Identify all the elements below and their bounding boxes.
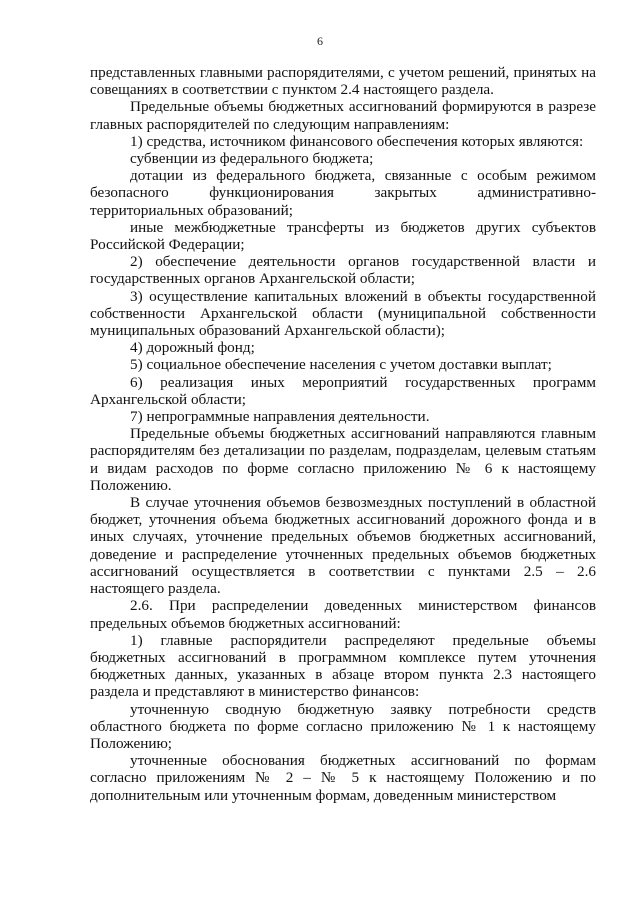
paragraph-limits-directed: Предельные объемы бюджетных ассигнований направляются главным распорядителям без детализации по разделам, подразделам, целевым статьям и видам расходов по форме согласно приложению № 6 к настоящему Положению. xyxy=(90,425,596,494)
list-item-2: 2) обеспечение деятельности органов государственной власти и государственных органов Архангельской области; xyxy=(90,253,596,288)
list-item-1: 1) средства, источником финансового обеспечения которых являются: xyxy=(130,132,584,150)
list-item-7: 7) непрограммные направления деятельности. xyxy=(130,408,430,426)
list-subitem-dotations: дотации из федерального бюджета, связанные с особым режимом безопасного функционирования закрытых административно-территориальных образований; xyxy=(90,167,596,219)
section-2-6-subitem-justifications: уточненные обоснования бюджетных ассигнований по формам согласно приложениям № 2 – № 5 к настоящему Положению и по дополнительным или уточненным формам, доведенным министерством xyxy=(90,752,596,804)
list-item-4: 4) дорожный фонд; xyxy=(130,339,255,357)
paragraph-clarification: В случае уточнения объемов безвозмездных поступлений в областной бюджет, уточнения объема бюджетных ассигнований дорожного фонда и в иных случаях, уточнение предельных объемов бюджетных ассигнований, доведение и распределение уточненных предельных объемов бюджетных ассигнований осуществляется в соответствии с пунктами 2.5 – 2.6 настоящего раздела. xyxy=(90,494,596,598)
list-subitem-subventions: субвенции из федерального бюджета; xyxy=(130,150,374,168)
section-2-6-heading: 2.6. При распределении доведенных министерством финансов предельных объемов бюджетных ассигнований: xyxy=(90,597,596,632)
paragraph-continuation: представленных главными распорядителями, с учетом решений, принятых на совещаниях в соответствии с пунктом 2.4 настоящего раздела. xyxy=(90,64,596,99)
section-2-6-subitem-request: уточненную сводную бюджетную заявку потребности средств областного бюджета по форме согласно приложению № 1 к настоящему Положению; xyxy=(90,700,596,752)
document-body xyxy=(90,64,596,804)
page-number: 6 xyxy=(317,34,323,48)
section-2-6-item-1: 1) главные распорядители распределяют предельные объемы бюджетных ассигнований в программном комплексе путем уточнения бюджетных данных, указанных в абзаце втором пункта 2.3 настоящего раздела и представляют в министерство финансов: xyxy=(90,631,596,701)
paragraph-limits-intro: Предельные объемы бюджетных ассигнований формируются в разрезе главных распорядителей по следующим направлениям: xyxy=(90,98,596,133)
list-item-6: 6) реализация иных мероприятий государственных программ Архангельской области; xyxy=(90,373,596,408)
list-item-3: 3) осуществление капитальных вложений в объекты государственной собственности Архангельской области (муниципальной собственности муниципальных образований Архангельской области); xyxy=(90,287,596,340)
list-item-5: 5) социальное обеспечение населения с учетом доставки выплат; xyxy=(130,356,552,374)
list-subitem-transfers: иные межбюджетные трансферты из бюджетов других субъектов Российской Федерации; xyxy=(90,218,596,254)
